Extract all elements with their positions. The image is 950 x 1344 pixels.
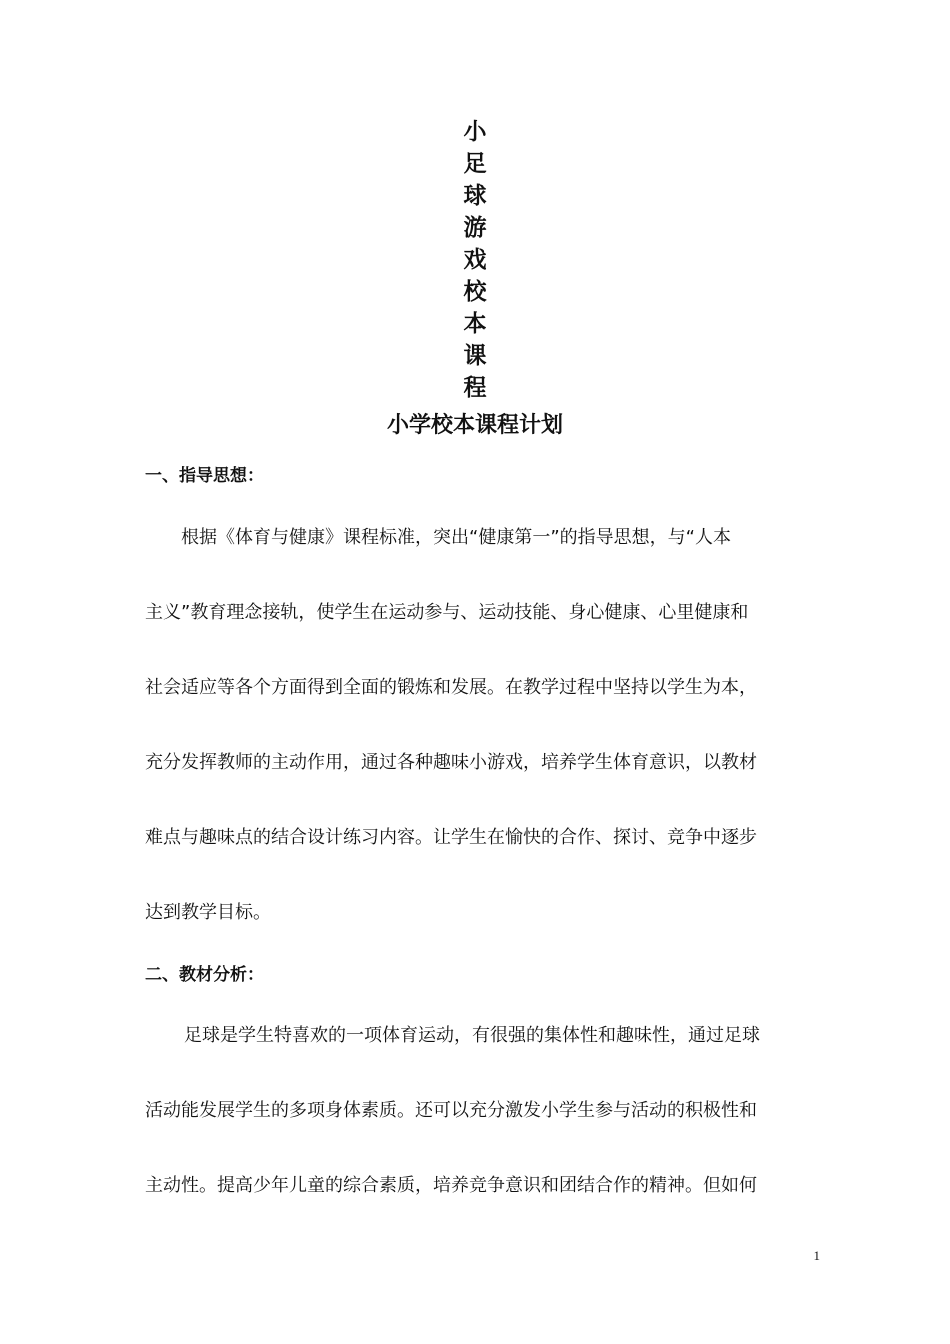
paragraph-line: 难点与趣味点的结合设计练习内容。让学生在愉快的合作、探讨、竞争中逐步 xyxy=(145,827,757,848)
paragraph-line: 主义”教育理念接轨，使学生在运动参与、运动技能、身心健康、心里健康和 xyxy=(145,602,749,623)
paragraph-line: 根据《体育与健康》课程标准，突出“健康第一”的指导思想，与“人本 xyxy=(181,527,731,548)
section-heading-guiding-thought: 一、指导思想： xyxy=(145,466,264,486)
title-char: 小 xyxy=(463,119,487,145)
title-char: 戏 xyxy=(463,247,487,273)
paragraph-line: 社会适应等各个方面得到全面的锻炼和发展。在教学过程中坚持以学生为本， xyxy=(145,677,757,698)
title-char: 游 xyxy=(463,215,487,241)
paragraph-line: 活动能发展学生的多项身体素质。还可以充分激发小学生参与活动的积极性和 xyxy=(145,1100,757,1121)
section-heading-material-analysis: 二、教材分析： xyxy=(145,965,264,985)
title-char: 校 xyxy=(463,279,487,305)
title-char: 程 xyxy=(463,375,487,401)
paragraph-line: 足球是学生特喜欢的一项体育运动，有很强的集体性和趣味性，通过足球 xyxy=(184,1025,760,1046)
title-char: 球 xyxy=(463,183,487,209)
title-char: 本 xyxy=(463,311,487,337)
paragraph-material-analysis xyxy=(145,998,805,1223)
paragraph-line: 充分发挥教师的主动作用，通过各种趣味小游戏，培养学生体育意识，以教材 xyxy=(145,752,757,773)
title-char: 课 xyxy=(463,343,487,369)
title-char: 足 xyxy=(463,151,487,177)
page-number: 1 xyxy=(813,1248,820,1263)
document-subtitle: 小学校本课程计划 xyxy=(386,413,563,438)
vertical-title xyxy=(459,116,491,404)
paragraph-line: 主动性。提高少年儿童的综合素质，培养竞争意识和团结合作的精神。但如何 xyxy=(145,1175,757,1196)
paragraph-line: 达到教学目标。 xyxy=(145,902,271,923)
paragraph-guiding-thought xyxy=(145,500,805,950)
